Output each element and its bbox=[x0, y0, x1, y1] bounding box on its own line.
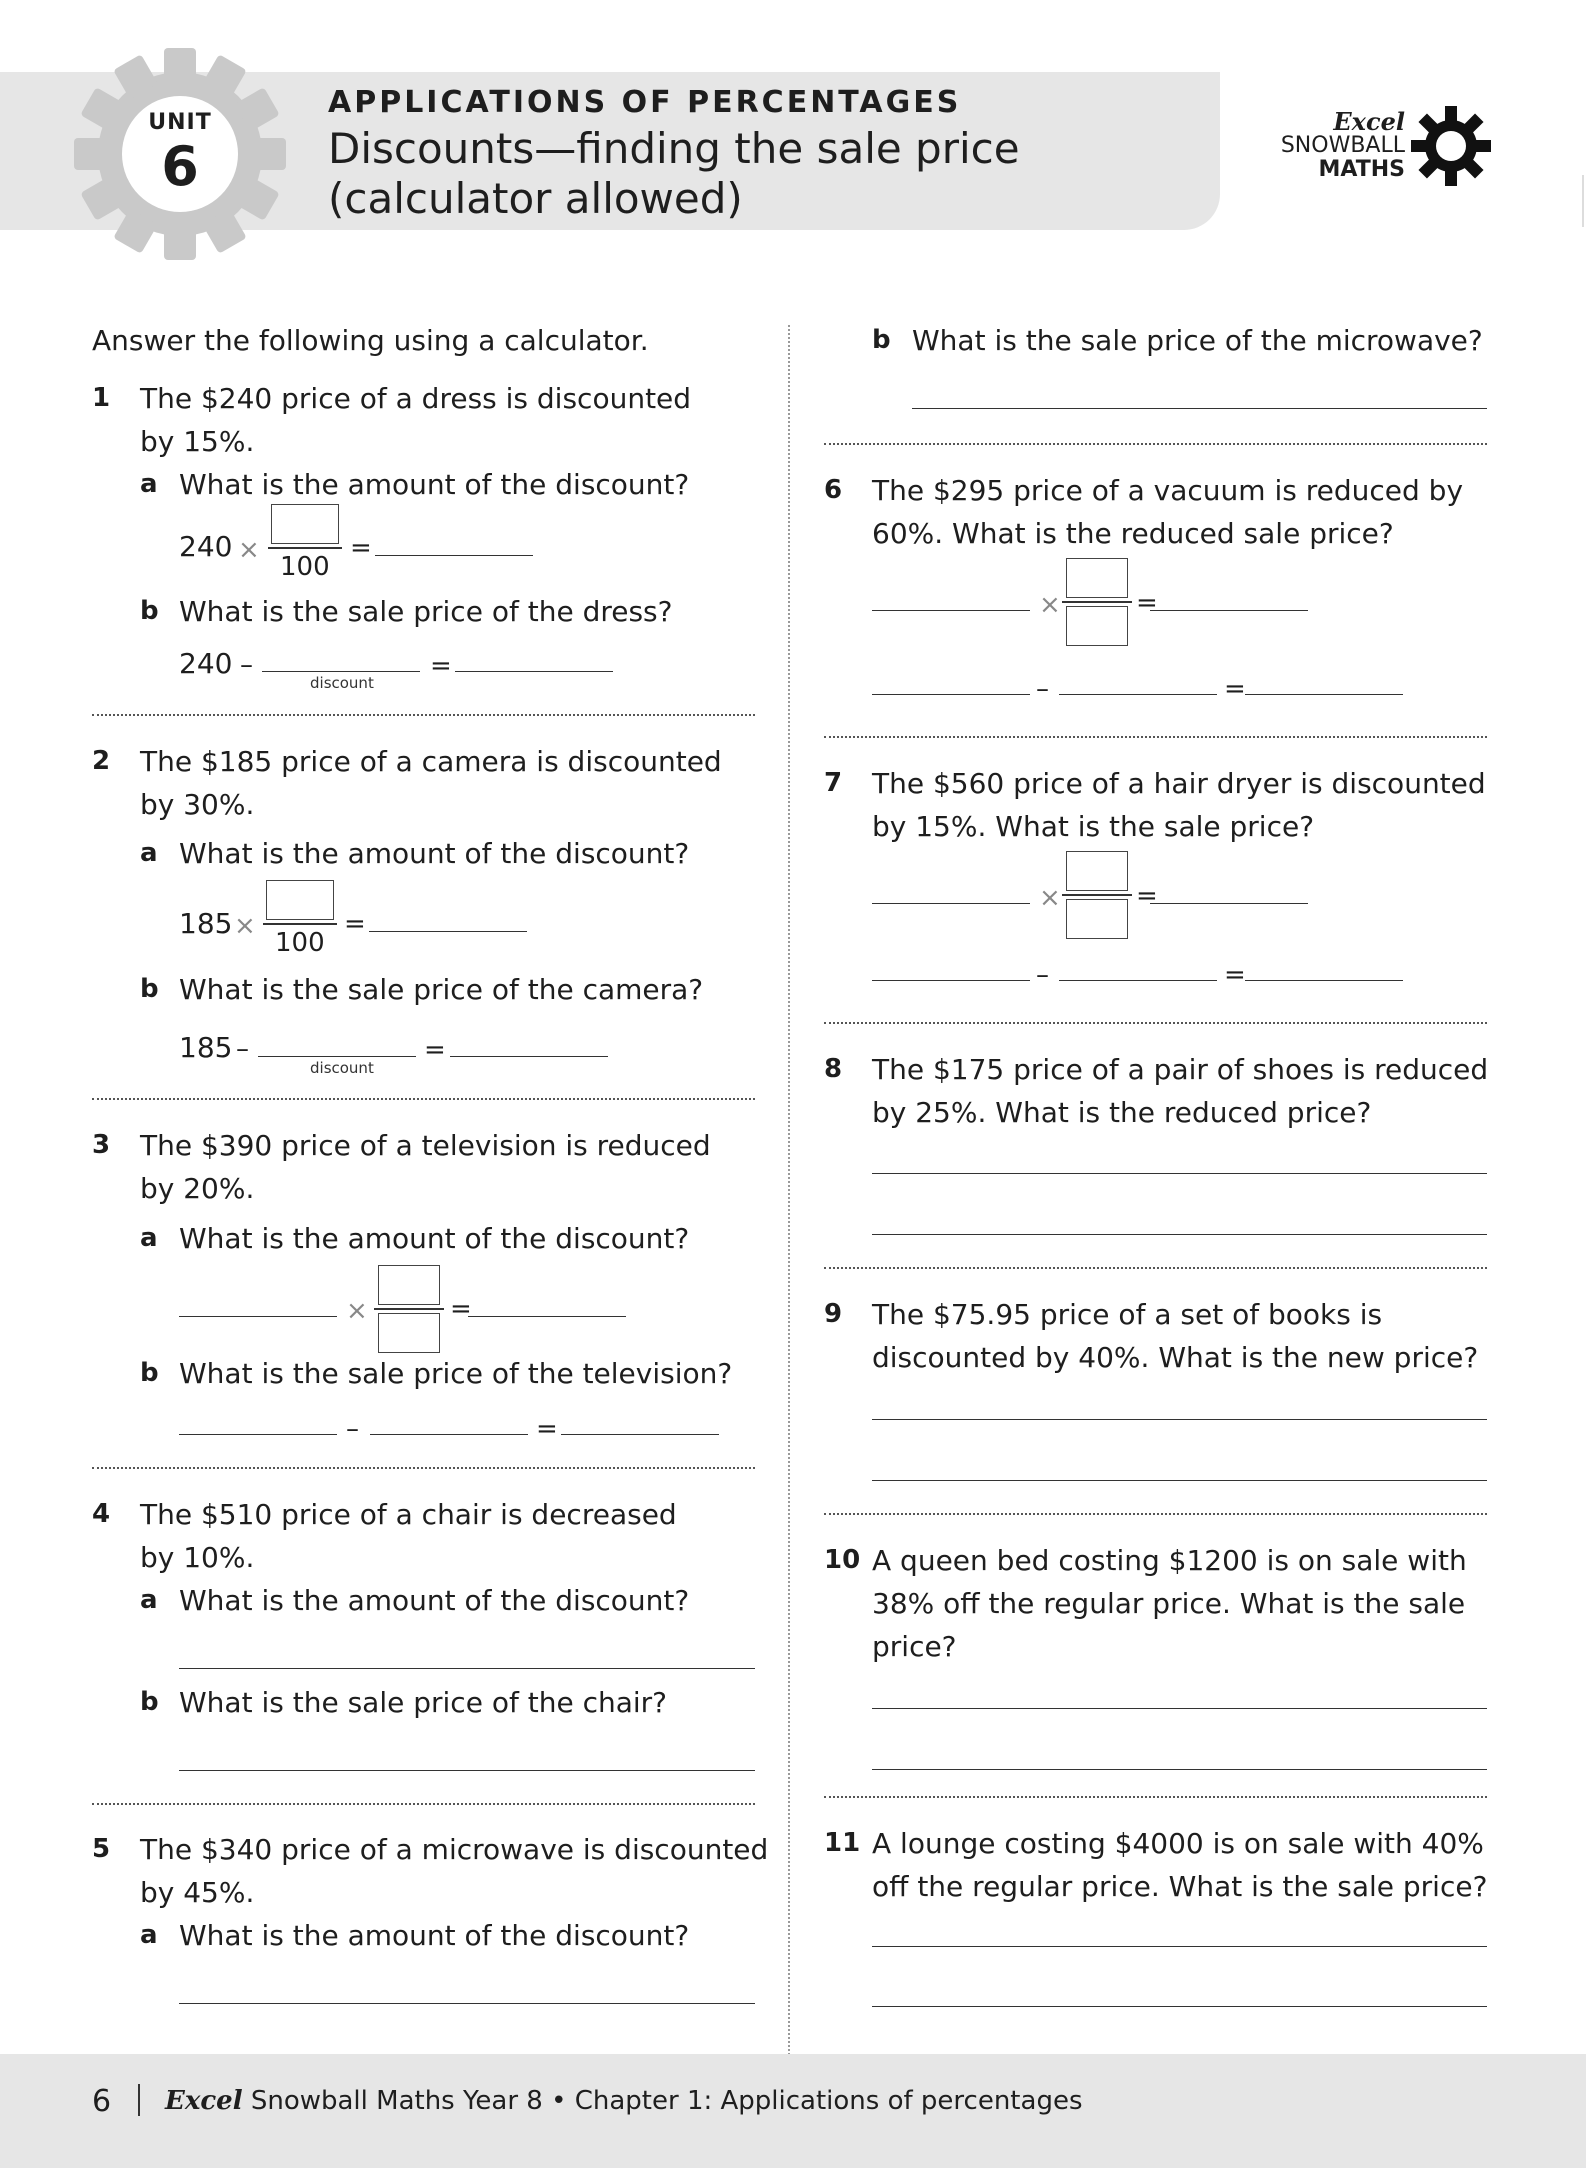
column-divider bbox=[788, 325, 790, 2055]
minus-sign: – bbox=[1036, 960, 1049, 990]
footer-divider bbox=[138, 2084, 140, 2116]
footer-brand: Excel bbox=[165, 2086, 243, 2116]
part-label: b bbox=[140, 974, 159, 1004]
answer-line[interactable] bbox=[872, 980, 1030, 981]
section-separator bbox=[824, 443, 1487, 445]
answer-line[interactable] bbox=[872, 1769, 1487, 1770]
answer-line[interactable] bbox=[872, 1234, 1487, 1235]
instructions: Answer the following using a calculator. bbox=[92, 324, 649, 357]
topic-heading: APPLICATIONS OF PERCENTAGES bbox=[328, 85, 962, 120]
part-label: b bbox=[140, 1358, 159, 1388]
section-separator bbox=[92, 1803, 755, 1805]
equals-sign: = bbox=[1224, 960, 1246, 990]
denominator-answer-box[interactable] bbox=[1066, 899, 1128, 939]
equals-sign: = bbox=[350, 533, 372, 563]
part-label: a bbox=[140, 1585, 158, 1615]
question-text: by 20%. bbox=[140, 1172, 255, 1205]
snowball-logo-icon bbox=[1410, 105, 1492, 187]
discount-answer-line[interactable] bbox=[258, 1056, 416, 1057]
answer-line[interactable] bbox=[872, 1480, 1487, 1481]
part-label: a bbox=[140, 838, 158, 868]
minus-sign: – bbox=[1036, 674, 1049, 704]
answer-line[interactable] bbox=[369, 931, 527, 932]
footer-chapter: Chapter 1: Applications of percentages bbox=[574, 2086, 1083, 2116]
question-text: by 15%. What is the sale price? bbox=[872, 810, 1315, 843]
question-number: 6 bbox=[824, 475, 843, 505]
part-label: a bbox=[140, 1920, 158, 1950]
denominator-answer-box[interactable] bbox=[1066, 606, 1128, 646]
part-label: a bbox=[140, 1223, 158, 1253]
answer-line[interactable] bbox=[912, 408, 1487, 409]
question-text: A lounge costing $4000 is on sale with 40% bbox=[872, 1827, 1484, 1860]
question-number: 9 bbox=[824, 1299, 843, 1329]
question-text: price? bbox=[872, 1630, 957, 1663]
numerator-answer-box[interactable] bbox=[378, 1265, 440, 1305]
answer-line[interactable] bbox=[872, 903, 1030, 904]
price-value: 240 bbox=[179, 530, 233, 563]
question-number: 5 bbox=[92, 1834, 111, 1864]
question-text: by 25%. What is the reduced price? bbox=[872, 1096, 1372, 1129]
answer-line[interactable] bbox=[872, 1173, 1487, 1174]
numerator-answer-box[interactable] bbox=[1066, 558, 1128, 598]
times-sign: × bbox=[234, 911, 256, 941]
answer-line[interactable] bbox=[1059, 980, 1217, 981]
numerator-answer-box[interactable] bbox=[1066, 851, 1128, 891]
times-sign: × bbox=[238, 535, 260, 565]
answer-line[interactable] bbox=[1245, 694, 1403, 695]
part-label: b bbox=[140, 596, 159, 626]
answer-line[interactable] bbox=[872, 1419, 1487, 1420]
question-number: 11 bbox=[824, 1828, 861, 1858]
question-text: The $295 price of a vacuum is reduced by bbox=[872, 474, 1464, 507]
times-sign: × bbox=[1039, 590, 1061, 620]
discount-caption: discount bbox=[310, 674, 374, 692]
part-label: a bbox=[140, 469, 158, 499]
answer-line[interactable] bbox=[179, 1770, 755, 1771]
question-text: by 10%. bbox=[140, 1541, 255, 1574]
answer-line[interactable] bbox=[872, 694, 1030, 695]
section-separator bbox=[92, 1098, 755, 1100]
part-question: What is the amount of the discount? bbox=[179, 1919, 690, 1952]
equals-sign: = bbox=[1136, 881, 1158, 911]
page-number: 6 bbox=[92, 2084, 112, 2119]
equals-sign: = bbox=[450, 1294, 472, 1324]
denominator: 100 bbox=[275, 928, 325, 958]
discount-caption: discount bbox=[310, 1059, 374, 1077]
section-separator bbox=[824, 1796, 1487, 1798]
fraction-bar bbox=[374, 1308, 444, 1310]
answer-line[interactable] bbox=[1150, 610, 1308, 611]
footer-bullet: • bbox=[551, 2086, 567, 2116]
numerator-answer-box[interactable] bbox=[266, 880, 334, 920]
footer-text bbox=[165, 2086, 1082, 2116]
section-separator bbox=[92, 1467, 755, 1469]
answer-line[interactable] bbox=[872, 1708, 1487, 1709]
unit-label: UNIT bbox=[148, 110, 212, 135]
question-number: 10 bbox=[824, 1545, 861, 1575]
brand-snowball: SNOWBALL bbox=[1280, 133, 1405, 158]
section-separator bbox=[824, 1267, 1487, 1269]
part-question: What is the sale price of the chair? bbox=[179, 1686, 668, 1719]
answer-line[interactable] bbox=[179, 1668, 755, 1669]
answer-line[interactable] bbox=[561, 1434, 719, 1435]
part-question: What is the amount of the discount? bbox=[179, 1584, 690, 1617]
answer-line[interactable] bbox=[375, 555, 533, 556]
question-text: 60%. What is the reduced sale price? bbox=[872, 517, 1394, 550]
title-line-2: (calculator allowed) bbox=[328, 174, 743, 223]
question-text: The $75.95 price of a set of books is bbox=[872, 1298, 1383, 1331]
question-text: The $560 price of a hair dryer is discounted bbox=[872, 767, 1486, 800]
answer-line[interactable] bbox=[1059, 694, 1217, 695]
answer-line[interactable] bbox=[468, 1316, 626, 1317]
answer-line[interactable] bbox=[179, 1434, 337, 1435]
equals-sign: = bbox=[1136, 588, 1158, 618]
question-text: 38% off the regular price. What is the sale bbox=[872, 1587, 1466, 1620]
question-text: by 15%. bbox=[140, 425, 255, 458]
fraction-bar bbox=[1062, 894, 1132, 896]
question-number: 3 bbox=[92, 1130, 111, 1160]
answer-line[interactable] bbox=[179, 1316, 337, 1317]
footer-book-title: Snowball Maths Year 8 bbox=[250, 2086, 543, 2116]
answer-line[interactable] bbox=[450, 1056, 608, 1057]
answer-line[interactable] bbox=[179, 2003, 755, 2004]
page-title bbox=[328, 124, 1148, 224]
part-question: What is the amount of the discount? bbox=[179, 468, 690, 501]
minus-sign: – bbox=[236, 1034, 249, 1064]
answer-line[interactable] bbox=[370, 1434, 528, 1435]
equals-sign: = bbox=[1224, 674, 1246, 704]
question-text: A queen bed costing $1200 is on sale with bbox=[872, 1544, 1467, 1577]
minus-sign: – bbox=[346, 1414, 359, 1444]
price-value: 185 bbox=[179, 907, 233, 940]
part-label: b bbox=[140, 1687, 159, 1717]
part-question: What is the amount of the discount? bbox=[179, 1222, 690, 1255]
section-separator bbox=[92, 714, 755, 716]
equals-sign: = bbox=[424, 1035, 446, 1065]
answer-line[interactable] bbox=[872, 610, 1030, 611]
answer-line[interactable] bbox=[1150, 903, 1308, 904]
part-question: What is the sale price of the microwave? bbox=[912, 324, 1483, 357]
section-separator bbox=[824, 1022, 1487, 1024]
question-text: by 30%. bbox=[140, 788, 255, 821]
question-text: The $175 price of a pair of shoes is reduced bbox=[872, 1053, 1489, 1086]
answer-line[interactable] bbox=[872, 2006, 1487, 2007]
numerator-answer-box[interactable] bbox=[271, 504, 339, 544]
part-question: What is the amount of the discount? bbox=[179, 837, 690, 870]
question-text: by 45%. bbox=[140, 1876, 255, 1909]
question-text: The $510 price of a chair is decreased bbox=[140, 1498, 677, 1531]
answer-line[interactable] bbox=[455, 671, 613, 672]
question-number: 1 bbox=[92, 383, 111, 413]
question-text: discounted by 40%. What is the new price? bbox=[872, 1341, 1479, 1374]
part-question: What is the sale price of the television? bbox=[179, 1357, 733, 1390]
question-text: The $340 price of a microwave is discounted bbox=[140, 1833, 769, 1866]
answer-line[interactable] bbox=[872, 1946, 1487, 1947]
question-text: The $390 price of a television is reduced bbox=[140, 1129, 711, 1162]
section-separator bbox=[824, 1513, 1487, 1515]
fraction-bar bbox=[1062, 601, 1132, 603]
equals-sign: = bbox=[430, 651, 452, 681]
question-number: 7 bbox=[824, 768, 843, 798]
brand-logo-text bbox=[1265, 107, 1405, 182]
times-sign: × bbox=[346, 1296, 368, 1326]
edge-rule bbox=[1582, 175, 1584, 227]
price-value: 185 bbox=[179, 1031, 233, 1064]
title-line-1: Discounts—finding the sale price bbox=[328, 124, 1020, 173]
equals-sign: = bbox=[344, 909, 366, 939]
question-number: 2 bbox=[92, 746, 111, 776]
equals-sign: = bbox=[536, 1414, 558, 1444]
section-separator bbox=[824, 736, 1487, 738]
brand-excel: Excel bbox=[1333, 107, 1405, 136]
question-number: 4 bbox=[92, 1499, 111, 1529]
price-value: 240 bbox=[179, 647, 233, 680]
denominator: 100 bbox=[280, 552, 330, 582]
part-question: What is the sale price of the camera? bbox=[179, 973, 704, 1006]
brand-maths: MATHS bbox=[1318, 157, 1405, 182]
question-text: The $185 price of a camera is discounted bbox=[140, 745, 722, 778]
question-text: The $240 price of a dress is discounted bbox=[140, 382, 692, 415]
times-sign: × bbox=[1039, 883, 1061, 913]
question-number: 8 bbox=[824, 1054, 843, 1084]
part-question: What is the sale price of the dress? bbox=[179, 595, 673, 628]
question-text: off the regular price. What is the sale price? bbox=[872, 1870, 1488, 1903]
minus-sign: – bbox=[240, 650, 253, 680]
answer-line[interactable] bbox=[1245, 980, 1403, 981]
part-label: b bbox=[872, 325, 891, 355]
denominator-answer-box[interactable] bbox=[378, 1313, 440, 1353]
discount-answer-line[interactable] bbox=[262, 671, 420, 672]
unit-number: 6 bbox=[161, 135, 199, 198]
